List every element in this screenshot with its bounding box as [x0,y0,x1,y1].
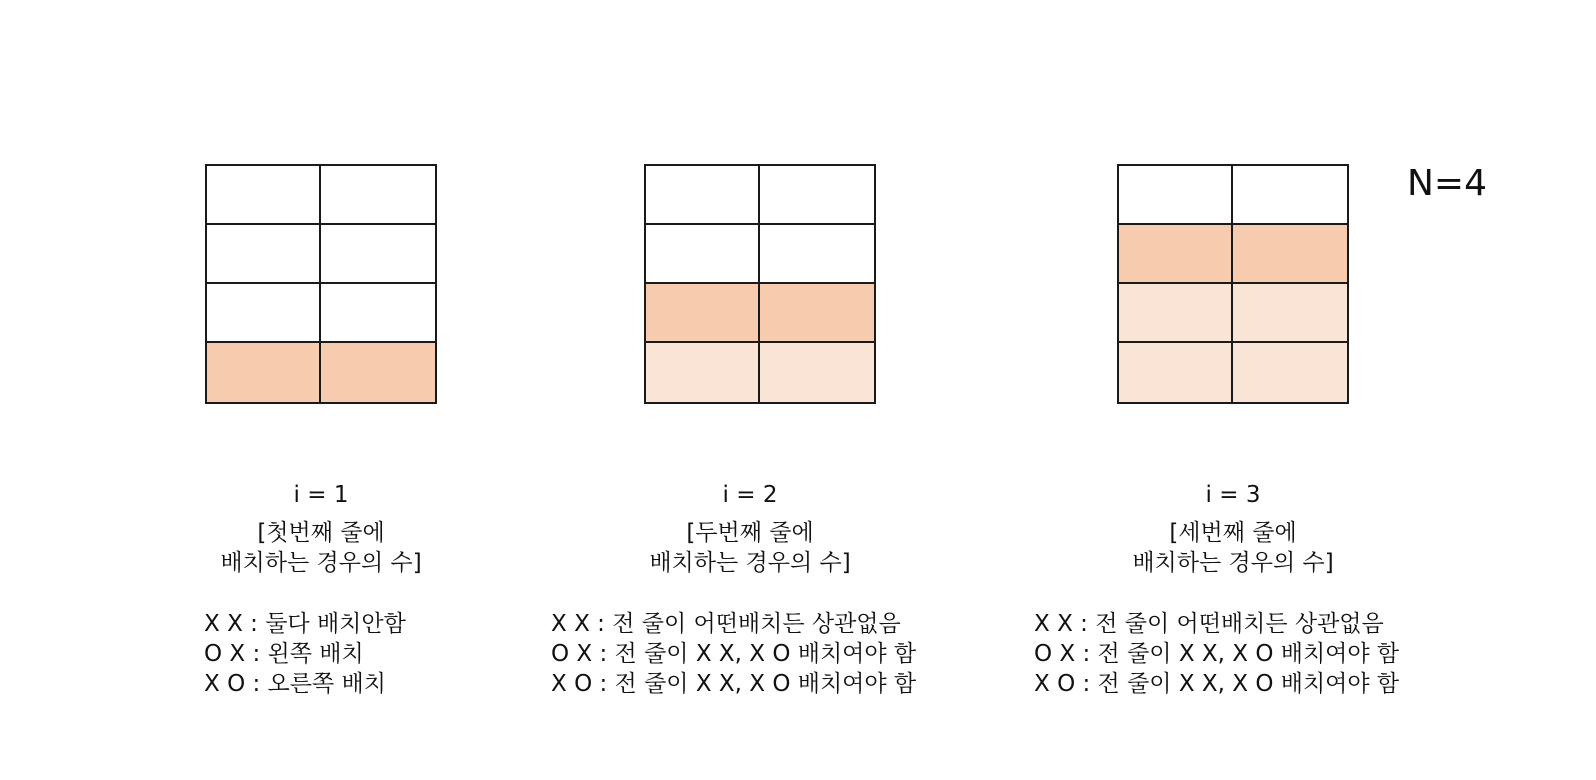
grid-cell-row-4-col-2-previous-rows [760,343,874,402]
grid-cell-row-3-col-1-previous-rows [1119,284,1233,343]
grid-cell-row-1-col-2-empty [760,166,874,225]
rule-xx: X X : 둘다 배치안함 [204,611,406,637]
description-line-1: [세번째 줄에 [1169,520,1297,546]
description-line-2: 배치하는 경우의 수] [220,550,422,576]
rule-xx: X X : 전 줄이 어떤배치든 상관없음 [1034,611,1384,637]
rule-xo: X O : 전 줄이 X X, X O 배치여야 함 [1034,671,1400,697]
index-label: i = 1 [293,482,349,508]
index-label: i = 2 [722,482,778,508]
description-line-2: 배치하는 경우의 수] [649,550,851,576]
grid-cell-row-4-col-1-previous-rows [1119,343,1233,402]
index-label: i = 3 [1205,482,1261,508]
grid-cell-row-3-col-2-previous-rows [1233,284,1347,343]
rule-ox: O X : 전 줄이 X X, X O 배치여야 함 [551,641,917,667]
grid-cell-row-2-col-2-current-row [1233,225,1347,284]
grid-cell-row-3-col-1-current-row [646,284,760,343]
rule-ox: O X : 전 줄이 X X, X O 배치여야 함 [1034,641,1400,667]
rule-xx: X X : 전 줄이 어떤배치든 상관없음 [551,611,901,637]
grid-i-3 [1117,164,1349,404]
n-size-label: N=4 [1407,163,1487,204]
rules-list-i-2 [551,609,916,699]
grid-cell-row-1-col-1-empty [1119,166,1233,225]
grid-i-2 [644,164,876,404]
grid-cell-row-3-col-2-current-row [760,284,874,343]
grid-cell-row-4-col-1-previous-rows [646,343,760,402]
rule-xo: X O : 오른쪽 배치 [204,671,386,697]
description-line-1: [첫번째 줄에 [257,520,385,546]
grid-cell-row-2-col-1-empty [646,225,760,284]
caption-i-2 [630,480,870,578]
caption-i-3 [1113,480,1353,578]
grid-cell-row-1-col-1-empty [646,166,760,225]
grid-cell-row-2-col-2-empty [760,225,874,284]
rules-list-i-3 [1034,609,1399,699]
grid-cell-row-4-col-2-previous-rows [1233,343,1347,402]
description-line-1: [두번째 줄에 [686,520,814,546]
description-line-2: 배치하는 경우의 수] [1132,550,1334,576]
rule-xo: X O : 전 줄이 X X, X O 배치여야 함 [551,671,917,697]
rule-ox: O X : 왼쪽 배치 [204,641,364,667]
grid-cell-row-2-col-1-current-row [1119,225,1233,284]
grid-cell-row-1-col-2-empty [1233,166,1347,225]
